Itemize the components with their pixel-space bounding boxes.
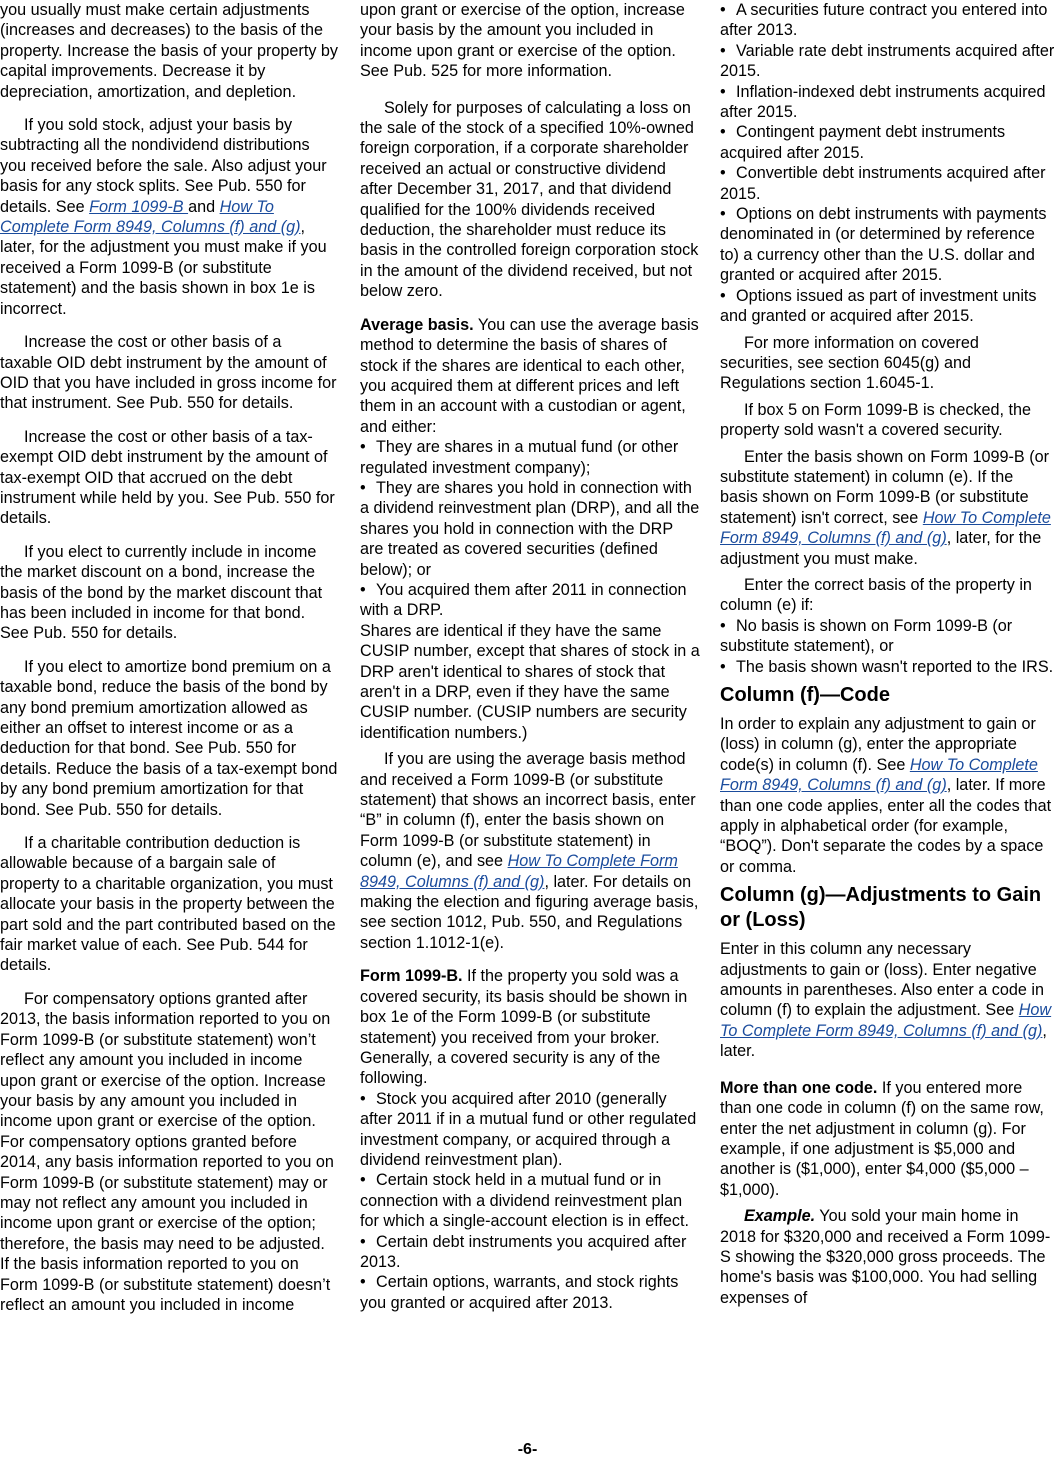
paragraph-form-1099-b: Form 1099-B. If the property you sold was a covered security, its basis should be shown in box 1e of the Form 1099-B (or substitute statement) you received from your broker. Generally, a covered security is any of the following. [360, 967, 688, 1088]
link-form-1099-b[interactable]: Form 1099-B [89, 197, 189, 216]
bullet-icon: • [360, 1171, 366, 1190]
paragraph-basis-adjustments: you usually must make certain adjustments (increases and decreases) to the basis of the property. Increase the basis of your property by capital improvements. Decrease it by depreciation, amortization, and depletion. [0, 1, 339, 101]
bullet-icon: • [360, 478, 366, 497]
bullet-item: • Options on debt instruments with payments denominated in (or determined by reference to) a currency other than the U.S. dollar and granted or acquired after 2015. [720, 205, 1047, 285]
paragraph-enter-basis: Enter the basis shown on Form 1099-B (or substitute statement) in column (e). If the basis shown on Form 1099-B (or substitute statement) isn't correct, see How To Complete Form 8949, Columns (f) and (g), later, for the adjustment you must make. [720, 447, 1051, 568]
bullet-item: • No basis is shown on Form 1099-B (or substitute statement), or [720, 616, 1013, 656]
paragraph-covered-securities-info: For more information on covered securities, see section 6045(g) and Regulations section 1.6045-1. [720, 333, 979, 393]
link-how-to-complete-8949[interactable]: How To Complete Form 8949, Columns (f) and (g) [360, 852, 678, 891]
paragraph-taxable-oid: Increase the cost or other basis of a taxable OID debt instrument by the amount of OID that you have included in gross income for that instrument. See Pub. 550 for details. [0, 333, 337, 413]
paragraph-column-f: In order to explain any adjustment to gain or (loss) in column (g), enter the appropriate code(s) in column (f). See How To Complete Form 8949, Columns (f) and (g), later. If more than one code applies, enter all the codes that apply in alphabetical order (for example, “BOQ”). Don't separate the codes by a space or comma. [720, 715, 1052, 876]
bullet-item: • Convertible debt instruments acquired after 2015. [720, 164, 1046, 203]
bullet-item: • Inflation-indexed debt instruments acquired after 2015. [720, 82, 1046, 122]
bullet-item: • Certain debt instruments you acquired after 2013. [360, 1232, 687, 1271]
paragraph-correct-basis: Enter the correct basis of the property in column (e) if: [720, 575, 1032, 615]
bullet-icon: • [360, 1232, 366, 1251]
more-than-one-code-heading: More than one code. [720, 1078, 878, 1097]
bullet-item: • You acquired them after 2011 in connection with a DRP. [360, 580, 687, 620]
link-how-to-complete-8949[interactable]: How To Complete Form 8949, Columns (f) and (g) [720, 508, 1051, 548]
bullet-icon: • [720, 286, 726, 305]
column-2 [360, 0, 700, 1313]
link-how-to-complete-8949[interactable]: How To Complete Form 8949, Columns (f) and (g) [0, 197, 301, 237]
bullet-icon: • [720, 1, 726, 19]
bullet-icon: • [360, 1273, 366, 1292]
bullet-icon: • [720, 123, 726, 142]
page-number: -6- [517, 1441, 538, 1458]
bullet-item: • Contingent payment debt instruments acquired after 2015. [720, 123, 1006, 162]
paragraph-more-than-one-code: More than one code. If you entered more than one code in column (f) on the same row, enter the net adjustment in column (g). For example, if one adjustment is $5,000 and another is ($1,000), enter $4,000 ($5,000 – $1,000). [720, 1078, 1044, 1199]
bullet-item: • They are shares you hold in connection with a dividend reinvestment plan (DRP), and all the shares you hold in connection with the DRP are treated as covered securities (defined below); or [360, 478, 700, 579]
bullet-icon: • [720, 164, 726, 183]
paragraph-compensatory-options: For compensatory options granted after 2013, the basis information reported to you on Form 1099-B (or substitute statement) won’t reflect any amount you included in income upon grant or exercise of the option. Increase your basis by any amount you included in income upon grant or exercise of the option. For compensatory options granted before 2014, any basis information reported to you on Form 1099-B (or substitute statement) may or may not reflect any amount you included in income upon grant or exercise of the option; therefore, the basis may need to be adjusted. If the basis information reported to you on Form 1099-B (or substitute statement) doesn’t reflect an amount you included in income [0, 989, 334, 1314]
paragraph-charitable-bargain-sale: If a charitable contribution deduction is allowable because of a bargain sale of property to a charitable organization, you must allocate your basis in the property between the part sold and the part contributed based on the fair market value of each. See Pub. 544 for details. [0, 834, 336, 975]
bullet-item: • Variable rate debt instruments acquired after 2015. [720, 41, 1055, 81]
bullet-icon: • [720, 657, 726, 676]
bullet-icon: • [720, 616, 726, 635]
paragraph-identical-shares: Shares are identical if they have the same CUSIP number, except that shares of stock in a DRP aren't identical to shares of stock that aren't in a DRP, even if they have the same CUSIP number. (CUSIP numbers are security identification numbers.) [360, 621, 700, 742]
bullet-item: • Certain stock held in a mutual fund or in connection with a dividend reinvestment plan for which a single-account election is in effect. [360, 1171, 690, 1231]
bullet-icon: • [360, 438, 366, 457]
bullet-icon: • [720, 205, 726, 224]
paragraph-option-income: upon grant or exercise of the option, increase your basis by the amount you included in income upon grant or exercise of the option. See Pub. 525 for more information. [360, 1, 685, 81]
column-1 [0, 0, 338, 1328]
bullet-item: • A securities future contract you entered into after 2013. [720, 1, 1048, 40]
paragraph-example: Example. You sold your main home in 2018 for $320,000 and received a Form 1099-S showing the $320,000 gross proceeds. The home's basis was $100,000. You had selling expenses of [720, 1207, 1051, 1307]
paragraph-box-5: If box 5 on Form 1099-B is checked, the property sold wasn't a covered security. [720, 400, 1032, 440]
column-3 [720, 0, 1055, 1321]
heading-column-g-adjustments: Column (g)—Adjustments to Gain or (Loss) [720, 884, 1042, 932]
bullet-item: • They are shares in a mutual fund (or other regulated investment company); [360, 438, 679, 477]
form-1099-b-heading: Form 1099-B. [360, 967, 463, 986]
paragraph-average-basis: Average basis. You can use the average basis method to determine the basis of shares of stock if the shares are identical to each other, you acquired them at different prices and left them in an account with a custodian or agent, and either: [360, 315, 699, 436]
bullet-item: • Stock you acquired after 2010 (generally after 2011 if in a mutual fund or other regulated investment company, or acquired through a dividend reinvestment plan). [360, 1089, 697, 1169]
bullet-icon: • [720, 82, 726, 101]
bullet-icon: • [360, 1089, 366, 1108]
heading-column-f-code: Column (f)—Code [720, 684, 890, 706]
average-basis-heading: Average basis. [360, 315, 474, 334]
bullet-icon: • [360, 580, 366, 599]
bullet-icon: • [720, 41, 726, 60]
paragraph-column-g: Enter in this column any necessary adjustments to gain or (loss). Enter negative amounts in parentheses. Also enter a code in column (f) to explain the adjustment. See How To Complete Form 8949, Columns (f) and (g), later. [720, 940, 1052, 1061]
paragraph-tax-exempt-oid: Increase the cost or other basis of a tax-exempt OID debt instrument by the amount of tax-exempt OID that accrued on the debt instrument while held by you. See Pub. 550 for details. [0, 427, 335, 528]
paragraph-stock-adjust: If you sold stock, adjust your basis by subtracting all the nondividend distributions you received before the sale. Also adjust your basis for any stock splits. See Pub. 550 for details. See Form 1099-B and How To Complete Form 8949, Columns (f) and (g), later, for the adjustment you must make if you received a Form 1099-B (or substitute statement) and the basis shown in box 1e is incorrect. [0, 116, 327, 318]
example-heading: Example. [744, 1207, 816, 1226]
bullet-item: • The basis shown wasn't reported to the IRS. [720, 657, 1054, 676]
paragraph-foreign-corporation: Solely for purposes of calculating a loss on the sale of the stock of a specified 10%-owned foreign corporation, if a corporate shareholder received an actual or constructive dividend after December 31, 2017, and that dividend qualified for the 100% dividends received deduction, the shareholder must reduce its basis in the controlled foreign corporation stock in the amount of the dividend received, but not below zero. [360, 98, 699, 301]
link-how-to-complete-8949[interactable]: How To Complete Form 8949, Columns (f) and (g) [720, 1001, 1052, 1040]
bullet-item: • Options issued as part of investment units and granted or acquired after 2015. [720, 286, 1037, 326]
paragraph-bond-premium: If you elect to amortize bond premium on a taxable bond, reduce the basis of the bond by any bond premium amortization allowed as either an offset to interest income or as a deduction for that bond. See Pub. 550 for details. Reduce the basis of a tax-exempt bond by any bond premium amortization for that bond. See Pub. 550 for details. [0, 657, 338, 819]
paragraph-average-basis-incorrect: If you are using the average basis method and received a Form 1099-B (or substitute statement) that shows an incorrect basis, enter “B” in column (f), enter the basis shown on Form 1099-B (or substitute statement) in column (e), and see How To Complete Form 8949, Columns (f) and (g), later. For details on making the election and figuring average basis, see section 1012, Pub. 550, and Regulations section 1.1012-1(e). [360, 750, 699, 952]
link-how-to-complete-8949[interactable]: How To Complete Form 8949, Columns (f) and (g) [720, 755, 1038, 795]
paragraph-market-discount: If you elect to currently include in income the market discount on a bond, increase the basis of the bond by the market discount that has been included in income for that bond. See Pub. 550 for details. [0, 542, 323, 643]
bullet-item: • Certain options, warrants, and stock rights you granted or acquired after 2013. [360, 1273, 679, 1312]
